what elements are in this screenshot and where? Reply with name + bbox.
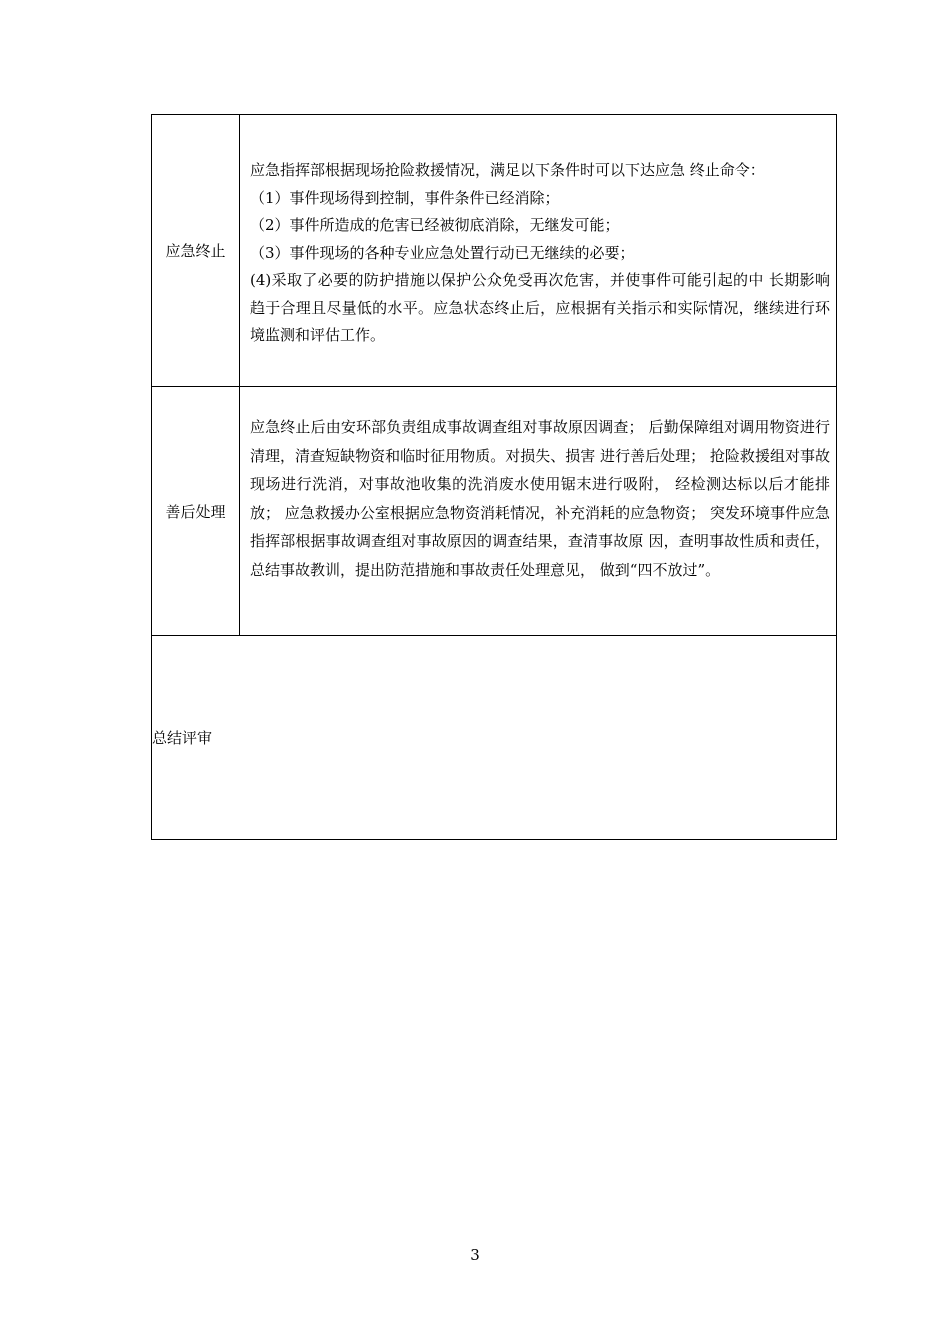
page-number: 3: [470, 1246, 480, 1264]
row-label: 总结评审: [152, 729, 213, 747]
content-line: （1）事件现场得到控制，事件条件已经消除；: [250, 188, 560, 207]
emergency-table: [151, 114, 837, 840]
row-content: [250, 157, 830, 350]
content-paragraph: 应急终止后由安环部负责组成事故调查组对事故原因调查； 后勤保障组对调用物资进行清理，清查短缺物资和临时征用物质。对损失、损害 进行善后处理； 抢险救援组对事故现场进行洗消，对事故池收集的洗消废水使用锯末进行吸附， 经检测达标以后才能排放； 应急救援办公室根据应急物资消耗情况，补充消耗的应急物资； 突发环境事件应急指挥部根据事故调查组对事故原因的调查结果，查清事故原 因，查明事故性质和责任，总结事故教训，提出防范措施和事故责任处理意见， 做到“四不放过”。: [250, 418, 830, 579]
content-line: （2）事件所造成的危害已经被彻底消除，无继发可能；: [250, 216, 620, 234]
row-content: [250, 413, 830, 584]
table-row-aftermath-handling: [152, 387, 836, 636]
content-line: （3）事件现场的各种专业应急处置行动已无继续的必要；: [250, 243, 635, 262]
content-line: 应急指挥部根据现场抢险救援情况，满足以下条件时可以下达应急 终止命令：: [250, 161, 765, 179]
table-row-summary-review: [152, 636, 836, 839]
row-label: 应急终止: [152, 115, 240, 386]
row-label: 善后处理: [152, 387, 240, 635]
content-paragraph: (4)采取了必要的防护措施以保护公众免受再次危害，并使事件可能引起的中 长期影响趋于合理且尽量低的水平。应急状态终止后，应根据有关指示和实际情况，继续进行环境监测和评估工作。: [250, 271, 830, 344]
table-row-emergency-termination: [152, 115, 836, 387]
